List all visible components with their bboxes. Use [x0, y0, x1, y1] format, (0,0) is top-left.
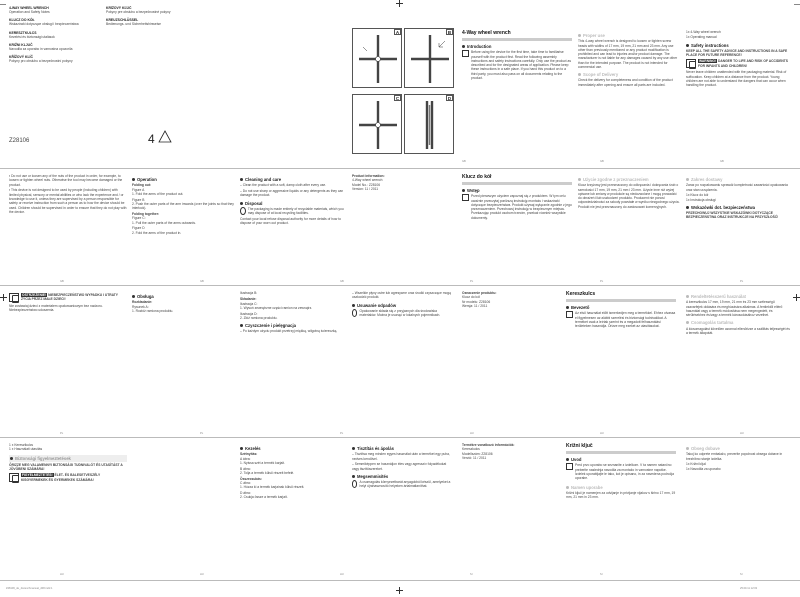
heading-text: Safety instructions — [691, 42, 729, 48]
page-footer: GB — [340, 280, 344, 283]
heading-text: Tisztítás és ápolás — [357, 446, 394, 451]
cover-lang-3 — [9, 31, 89, 39]
heading-text: Obsługa — [137, 294, 154, 299]
list-item: 1x Križni ključ — [686, 462, 707, 467]
figure-label-d: D — [447, 96, 452, 101]
heading-text: Bevezető — [571, 305, 590, 310]
figure-grid — [352, 28, 454, 154]
figure-label-c: C — [395, 96, 400, 101]
pl-scope-heading — [686, 177, 791, 182]
hu-safety-text: ŐRIZZE MEG VALAMENNYI BIZTONSÁGI TUDNIVALÓT ÉS UTASÍTÁST A JÖVŐBENI SZÁMÁRA! — [9, 462, 123, 472]
product-info-line: Klucz do kół — [462, 295, 480, 300]
en-scope-list — [686, 30, 791, 40]
wrench-folded-icon — [405, 95, 455, 155]
figure-ref: Rysunek A: — [132, 304, 149, 309]
page-footer: HU — [600, 432, 604, 435]
heading-text: Kezelés — [245, 446, 261, 451]
heading-text: Operation — [137, 177, 157, 182]
child-warning-icon — [686, 59, 696, 68]
wrench-unfolded-icon — [353, 29, 403, 89]
recycle-icon — [352, 480, 357, 488]
title-bar — [462, 182, 572, 185]
en-operation-column — [132, 174, 235, 289]
product-info-line: Wersja: 11 / 2011 — [462, 303, 488, 308]
hu-cleaning-column — [352, 443, 452, 584]
page-footer: GB — [600, 160, 604, 163]
page-footer: HU — [470, 432, 474, 435]
title-bar — [462, 38, 572, 41]
step: 2. Fold the arms of the product in. — [132, 230, 182, 235]
figure-a — [352, 28, 402, 88]
pl-warning-column — [9, 291, 127, 441]
step: 1. Nyissa szét a termék karjait. — [240, 460, 285, 465]
heading-text: Csomagolás tartalma — [691, 320, 734, 326]
bullet-dot-icon — [352, 447, 355, 450]
cover-lang-2 — [9, 18, 89, 26]
bullet-dot-icon — [686, 44, 689, 47]
item-text: Clean the product with a soft, damp cloth after every use. — [242, 183, 327, 188]
warning-label: OSTRZEŻENIE! — [22, 293, 47, 297]
hu-warning-box — [9, 473, 127, 482]
product-info-line: 4-Way wheel wrench — [352, 178, 383, 183]
hu-scope-heading — [686, 320, 791, 325]
list-item: – Clean the product with a soft, damp cloth after every use. — [240, 183, 327, 188]
en-intro-heading — [462, 44, 572, 49]
sl-title: Križni ključ — [566, 443, 593, 449]
folding-together-label: Folding together: — [132, 211, 160, 216]
cover-languages — [9, 6, 89, 174]
model-number: Z28106 — [9, 138, 30, 144]
heading-text: Uvod — [571, 457, 582, 462]
figure-b — [404, 28, 454, 88]
row-en-pl — [0, 170, 800, 285]
heading-text: Rendeltetésszerű használat — [691, 294, 746, 299]
file-footer-left: Z28106_de_4wrenchmanual_d08.indd 1 — [6, 587, 53, 590]
row-pl-hu — [0, 287, 800, 437]
hu-scope-text: A kicsomagolást követően azonnal ellenőrizze a szállítás teljességét és a termék állapotát. — [686, 326, 790, 335]
step: 2. Tolja a termék külső részeit befelé. — [240, 470, 295, 475]
page-footer: GB — [60, 280, 64, 283]
pl-operation-heading — [132, 294, 235, 299]
pl-proper-use-heading — [578, 177, 680, 182]
pl-title: Klucz do kół — [462, 174, 492, 180]
heading-text: Użycie zgodne z przeznaczeniem — [583, 177, 649, 182]
heading-text: Introduction — [467, 44, 492, 49]
bullet-dot-icon — [686, 447, 689, 450]
en-intro-body — [462, 50, 572, 82]
info-book-icon — [566, 463, 573, 470]
list-item: 1x Operating manual — [686, 35, 717, 40]
pl-proper-use-column — [578, 174, 680, 289]
step: A ábra: — [240, 456, 251, 461]
list-item: – Do not use sharp or aggressive liquids or any detergents as they can damage the product. — [240, 189, 344, 198]
figure-ref: Ilustracja D: — [240, 311, 258, 316]
list-item: – Tisztítsa meg minden egyes használat után a terméket egy puha, nedves kendővel. — [352, 452, 450, 461]
hu-proper-use-text: A keresztkulcs 17 mm, 19 mm, 21 mm és 23 mm szélességű csavarfejek oldására és meghúzására alkalmas. A fentiektől eltérő használat vagy a termék módosítása nem megengedett, és sérülésekhez és/vagy a termék károsodásához vezethet. — [686, 300, 783, 318]
cover-subtitle: Pokyny pro obsluhu a bezpečnostní pokyny — [9, 59, 73, 64]
pl-intro-text: Przed pierwszym użyciem zapoznaj się z produktem. W tym celu uważnie przeczytaj poniższą instrukcję montażu i wskazówki dotyczące bezpieczeństwa. Produkt używaj wyłącznie zgodnie z jego przeznaczeniem. Przechowuj instrukcję w bezpiecznym miejscu. Przekazując produkt osobom trzecim, przekaż również wszystkie dokumenty. — [471, 194, 572, 220]
list-item: 1x Instrukcja obsługi — [686, 197, 716, 202]
bullet-dot-icon — [10, 457, 13, 460]
warning-text: DANGER TO LIFE AND RISK OF ACCIDENTS FOR INFANTS AND CHILDREN! — [698, 59, 788, 68]
item-text: Tisztítsa meg minden egyes használat után a terméket egy puha, nedves kendővel. — [352, 452, 450, 461]
sl-proper-use-heading — [566, 485, 676, 490]
cover-subtitle: Kezelési és biztonsági utalások — [9, 34, 55, 39]
sl-intro-body — [566, 463, 676, 482]
sl-intro-heading — [566, 457, 676, 462]
cover-lang-6 — [106, 6, 186, 14]
pl-disposal-body — [352, 309, 452, 319]
pl-product-info-column — [462, 291, 520, 441]
hu-intro-body — [566, 311, 676, 330]
list-item: – Semmiképpen se használjon éles vagy agresszív folyadékokat vagy tisztítószereket. — [352, 462, 447, 471]
crosshair-mark — [396, 587, 403, 594]
bullet-dot-icon — [352, 475, 355, 478]
figure-label-b: B — [447, 30, 452, 35]
hu-disposal-heading — [352, 474, 452, 479]
cover-lang-4 — [9, 43, 89, 51]
row-cover — [0, 0, 800, 168]
pl-proper-use-text: Klucz krzyżowy jest przeznaczony do odkręcania i dokręcania śrub o szerokości 17 mm, 19 mm, 21 mm i 23 mm. Użycie inne niż wyżej opisane lub zmiany w produkcie są niedozwolone i mogą prowadzić do obrażeń i/lub uszkodzeń produktu. Producent nie ponosi odpowiedzialności za szkody powstałe w wyniku niezgodnego użycia. Produkt nie jest przeznaczony do zastosowań komercyjnych. — [578, 183, 680, 209]
warning-triangle-icon — [158, 130, 172, 143]
child-warning-icon — [9, 293, 19, 302]
page-footer: PL — [340, 432, 344, 435]
cover-languages-right — [106, 6, 186, 174]
heading-text: Cleaning and care — [245, 177, 282, 182]
en-bullets-column — [9, 174, 127, 289]
bullet-dot-icon — [132, 295, 135, 298]
list-item: 1 x Keresztkulcs — [9, 443, 34, 447]
pl-disposal-column — [352, 291, 452, 441]
cover-title: KLUCZ DO KÓŁ — [9, 18, 35, 23]
product-info-line: Nr modelu: Z28106 — [462, 299, 491, 304]
figure-d — [404, 94, 454, 154]
bullet-dot-icon — [240, 178, 243, 181]
en-title: 4-Way wheel wrench — [462, 30, 511, 36]
cover-subtitle: Bedienungs- und Sicherheitshinweise — [106, 22, 161, 27]
hu-proper-use-heading — [686, 294, 791, 299]
bullet-dot-icon — [686, 178, 689, 181]
step: 1. Húzza ki a termék karjainak külső részeit. — [240, 485, 305, 490]
en-safety-heading — [686, 43, 791, 48]
product-info-line: Version: 11 / 2011 — [352, 186, 379, 191]
en-disposal-heading — [240, 201, 348, 206]
figure-ref: Ilustracja B: — [240, 291, 258, 295]
pl-intro-body — [462, 194, 572, 221]
bullet-text: This device is not designed to be used by people (including children) with limited physical, sensory or mental abilities or who lack the experience and / or knowledge to use it, unless they are supervised by a person responsible for safety or receive instruction from such a person as to how the device should be used. Children should be supervised in order to ensure that they do not play with the device. — [9, 188, 127, 214]
list-item: 1 x Használati utasítás — [9, 447, 43, 452]
cover-title: KRIŽNI KLJUČ — [9, 42, 33, 47]
bullet-dot-icon — [578, 178, 581, 181]
cover-lang-5 — [9, 55, 89, 63]
page-footer: PL — [470, 280, 474, 283]
pl-safety-heading — [686, 205, 791, 210]
hu-cleaning-heading — [352, 446, 452, 451]
hu-intro-heading — [566, 305, 676, 310]
page-footer: GB — [200, 280, 204, 283]
figure-ref: Figure D — [132, 226, 145, 231]
page-footer: SI — [470, 573, 473, 576]
product-info-line: Modellszám: Z28106 — [462, 451, 493, 456]
en-scope-text: Check the delivery for completeness and condition of the product immediately after opening and ensure all parts are included. — [578, 78, 673, 87]
step: 1. Fold the arms of the product out. — [132, 191, 184, 196]
product-info-line: Model No.: Z28106 — [352, 182, 381, 187]
page-footer: GB — [462, 160, 466, 163]
step: C ábra: — [240, 480, 251, 485]
step: 1. Wysuń zewnętrzne części ramion na zewnątrz. — [240, 305, 313, 310]
bullet-dot-icon — [240, 324, 243, 327]
product-info-heading: Termékre vonatkozó információk: — [462, 443, 515, 447]
disposal-text: A csomagolás környezetbarát anyagokból készül, amelyeket a helyi újrahasznosító helyeken ártalmatlaníthat. — [359, 480, 451, 489]
list-item: 1x Navodila za uporabo — [686, 466, 721, 471]
child-warning-icon — [9, 473, 19, 482]
figure-ref: Ilustracja C: — [240, 301, 258, 306]
bullet-text: Do not use or loosen any of the nuts of the product in order, for example, to loosen or tighten wheel nuts. Otherwise the tool may become damaged or the product. — [9, 174, 123, 187]
rozkladanie-label: Rozkładanie: — [132, 300, 153, 305]
product-info-line: Verzió: 11 / 2011 — [462, 455, 487, 460]
pl-safety-text: PRZECHOWUJ WSZYSTKIE WSKAZÓWKI DOTYCZĄCE BEZPIECZEŃSTWA ORAZ INSTRUKCJE NA PRZYSZŁOŚĆ! — [686, 211, 779, 220]
warning-label: FIGYELMEZTETÉS! — [22, 473, 53, 478]
info-book-icon — [462, 194, 469, 201]
en-disposal-body — [240, 207, 348, 217]
recycle-icon — [240, 207, 246, 215]
bullet-dot-icon — [462, 189, 465, 192]
pl-folding-column — [240, 291, 348, 441]
page-footer: SI — [740, 573, 743, 576]
sl-intro-column — [566, 443, 676, 584]
en-bullet-2: ▪ This device is not designed to be used by people (including children) with limited physical, sensory or mental abilities or who lack the experience and / or knowledge to use it, unless they are supervised by a person responsible for safety or receive instruction from such a person as to how the device should be used. Children should be supervised in order to ensure that they do not play with the device. — [9, 188, 127, 214]
cover-title: 4-WAY WHEEL WRENCH — [9, 6, 49, 10]
en-warning-body: Never leave children unattended with the packaging material. Risk of suffocation. Keep children at a distance from the product. Young children are not able to understand the dangers that can occur when handling the product. — [686, 70, 787, 88]
heading-text: Proper use — [583, 33, 605, 38]
hu-title: Kereszkulcs — [566, 291, 596, 297]
osszecsukas-label: Összecsukás: — [240, 476, 262, 481]
hu-disposal-body — [352, 480, 452, 490]
cover-title: KRÍŽOVÝ KĽÚČ — [106, 6, 132, 10]
heading-text: Scope of Delivery — [583, 72, 619, 78]
list-item: – Wszelkie płyny ostre lub agresywne oraz środki czyszczące mogą uszkodzić produkt. — [352, 291, 451, 300]
cover-subtitle: Operation and Safety Notes — [9, 10, 50, 14]
bullet-dot-icon — [352, 304, 355, 307]
recycle-icon — [352, 309, 357, 317]
en-bullet-1: ▪ Do not use or loosen any of the nuts of the product in order, for example, to loosen or tighten wheel nuts. Otherwise the tool may become damaged or the product. — [9, 174, 123, 187]
page-footer: HU — [60, 573, 64, 576]
pl-scope-column — [686, 174, 791, 289]
bullet-dot-icon — [132, 178, 135, 181]
pl-intro-column — [462, 174, 572, 289]
pl-scope-text: Zaraz po rozpakowaniu sprawdź kompletność zawartości opakowania oraz stan urządzenia. — [686, 183, 788, 192]
hu-proper-use-column — [686, 291, 791, 441]
bullet-dot-icon — [240, 447, 243, 450]
cover-title: KREUZSCHLÜSSEL — [106, 18, 139, 23]
product-info-heading: Product information: — [352, 174, 385, 178]
wrench-retract-icon — [353, 95, 403, 155]
page-footer: HU — [340, 573, 344, 576]
bullet-dot-icon — [686, 295, 689, 298]
heading-text: Obseg dobave — [691, 446, 720, 451]
cover-title: KŘÍŽOVÝ KLÍČ — [9, 55, 33, 60]
item-text: Semmiképpen se használjon éles vagy agresszív folyadékokat vagy tisztítószereket. — [352, 462, 447, 471]
page-footer: HU — [200, 573, 204, 576]
list-item: – Po każdym użyciu produkt przetrzyj miękką, wilgotną ściereczką. — [240, 329, 338, 334]
page-footer: PL — [200, 432, 204, 435]
warning-text: ÉLET- ÉS BALESETVESZÉLY KISGYERMEKEK ÉS GYERMEKEK SZÁMÁRA! — [21, 473, 101, 482]
title-bar — [566, 299, 676, 302]
en-cleaning-heading — [240, 177, 348, 182]
disposal-text-2: Contact your local refuse disposal authority for more details of how to dispose of your worn out product. — [240, 216, 341, 226]
page-footer: SI — [600, 573, 603, 576]
product-info-heading: Oznaczenie produktu: — [462, 291, 497, 295]
disposal-text: Opakowanie składa się z przyjaznych dla środowiska materiałów. Można je usunąć w lokalnych pojemnikach. — [359, 308, 441, 318]
skladanie-label: Składanie: — [240, 297, 257, 302]
en-safety-text: KEEP ALL THE SAFETY ADVICE AND INSTRUCTIONS IN A SAFE PLACE FOR FUTURE REFERENCE! — [686, 48, 788, 58]
bullet-dot-icon — [578, 34, 581, 37]
figure-label-a: A — [395, 30, 400, 35]
en-cleaning-column — [240, 174, 348, 289]
product-info-line: Kereszkulcs — [462, 447, 480, 452]
item-text: Do not use sharp or aggressive liquids or any detergents as they can damage the product. — [240, 189, 344, 198]
hu-intro-column — [566, 291, 676, 441]
bullet-dot-icon — [566, 486, 569, 489]
hu-operation-heading — [240, 446, 348, 451]
hu-safety-column — [9, 443, 127, 584]
page-footer: PL — [740, 280, 744, 283]
bullet-dot-icon — [566, 458, 569, 461]
step: 2. Push the outer parts of the arm inwards (over the joints so that they interlock). — [132, 201, 234, 211]
bullet-dot-icon — [578, 73, 581, 76]
title-bar — [566, 451, 676, 454]
bullet-dot-icon — [686, 321, 689, 324]
heading-text: Usuwanie odpadów — [357, 302, 397, 308]
hu-product-info-column — [462, 443, 562, 584]
hu-safety-heading — [9, 455, 127, 462]
bullet-dot-icon — [686, 206, 689, 209]
item-text: Wszelkie płyny ostre lub agresywne oraz środki czyszczące mogą uszkodzić produkt. — [352, 291, 451, 300]
sl-proper-use-text: Križni ključ je namenjen za odvijanje in privijanje vijakov s širino 17 mm, 19 mm, 21 mm in 23 mm. — [566, 491, 676, 500]
heading-text: Wstęp — [467, 188, 480, 193]
step: 1. Pull the outer parts of the arms outwards. — [132, 220, 196, 225]
bullet-dot-icon — [462, 45, 465, 48]
page-footer: HU — [740, 432, 744, 435]
folding-out-label: Folding out: — [132, 183, 152, 188]
pl-cleaning-heading — [240, 323, 348, 328]
list-item: 1x 4-Way wheel wrench — [686, 30, 721, 34]
pl-intro-heading — [462, 188, 572, 193]
warning-label: WARNING! — [699, 59, 717, 64]
step: D ábra: — [240, 491, 251, 496]
en-product-info-column — [352, 174, 452, 289]
info-book-icon — [566, 311, 573, 318]
heading-text: Megsemmisítés — [357, 473, 389, 479]
step: B ábra: — [240, 466, 251, 471]
figure-ref: Figure A — [132, 187, 145, 192]
heading-text: Zakres dostawy — [691, 177, 723, 182]
en-intro-text: Before using the device for the first time, take time to familiarise yourself with the product first. Read the following assembly instructions and safety instructions carefully. Only use the product as described and for the designated areas of application. Please keep these instructions in a safe place. If you hand this product on to a third party, you must also pass on all documents relating to the product. — [471, 50, 571, 80]
info-book-icon — [462, 50, 469, 57]
cover-subtitle: Pokyny pre obsluhu a bezpečnostné pokyny — [106, 10, 171, 14]
heading-text: Biztonsági figyelmeztetések — [15, 455, 71, 461]
step: 1. Rozłóż ramiona produktu. — [132, 308, 174, 313]
warning-text: NIEBEZPIECZEŃSTWO WYPADKU I UTRATY ŻYCIA PRZEZ MAŁE DZIECI! — [21, 293, 118, 302]
step: 2. Csukja össze a termék karjait. — [240, 495, 288, 500]
row-hu-sl — [0, 439, 800, 580]
sl-scope-heading — [686, 446, 791, 451]
szetnyitas-label: Szétnyitás: — [240, 452, 258, 457]
heading-text: Czyszczenie i pielęgnacja — [245, 323, 296, 329]
file-footer-right: 25.09.11 12:03 — [740, 587, 758, 590]
en-proper-use-heading — [578, 33, 680, 38]
bullet-dot-icon — [566, 306, 569, 309]
sl-scope-text: Takoj ko odprete embalažo, preverite popolnost obsega dobave in brezhibno stanje izdelka. — [686, 452, 783, 461]
en-operation-heading — [132, 177, 235, 182]
page-footer: PL — [60, 432, 64, 435]
list-item: 1x Klucz do kół — [686, 193, 709, 198]
hu-operation-column — [240, 443, 348, 584]
step: 2. Złóż ramiona produktu. — [240, 315, 278, 320]
en-scope-heading — [578, 72, 680, 77]
pl-operation-column — [132, 291, 235, 441]
cover-title: KERESZTKULCS — [9, 30, 37, 35]
item-text: Po każdym użyciu produkt przetrzyj miękką, wilgotną ściereczką. — [242, 329, 338, 334]
sl-intro-text: Pred prvo uporabo se seznanite z izdelkom. V ta namen natančno preberite naslednja navodila za montažo in varnostne napotke. Izdelek uporabljajte le tako, kot je opisano, in za navedena področja uporabe. — [575, 463, 674, 481]
heading-text: Disposal — [245, 200, 263, 206]
page-footer: GB — [720, 160, 724, 163]
cover-subtitle: Wskazówki dotyczące obsługi i bezpieczeństwa — [9, 22, 79, 27]
bullet-dot-icon — [240, 202, 243, 205]
en-warning-box — [686, 59, 791, 68]
cover-lang-1 — [9, 6, 89, 14]
sl-scope-column — [686, 443, 791, 584]
cover-lang-7 — [106, 18, 186, 26]
figure-ref: Figure C: — [132, 216, 146, 221]
pl-disposal-heading — [352, 303, 452, 308]
pl-warning-box — [9, 293, 127, 302]
page-count: 4 — [148, 132, 155, 146]
cover-subtitle: Navodila za uporabo in varnostna opozorila — [9, 46, 73, 51]
page-footer: PL — [600, 280, 604, 283]
figure-c — [352, 94, 402, 154]
heading-text: Namen uporabe — [571, 484, 603, 490]
pl-warning-body: Nie zostawiaj dzieci z materiałem opakowaniowym bez nadzoru. Niebezpieczeństwo uduszenia. — [9, 304, 103, 313]
heading-text: Wskazówki dot. bezpieczeństwa — [691, 204, 755, 210]
wrench-extend-icon — [405, 29, 455, 89]
hu-intro-text: Az első használat előtt ismerkedjen meg a termékkel. Ehhez olvassa el figyelmesen az alábbi szerelési és biztonsági tudnivalókat. A terméket csak a leírtak szerint és a megadott felhasználási területeken használja. Őrizze meg ezeket az utasításokat. — [575, 311, 676, 329]
disposal-text: The packaging is made entirely of recyclable materials, which you may dispose of at local recycling facilities. — [247, 206, 344, 216]
figure-ref: Figure B — [132, 197, 145, 202]
en-proper-use-text: This 4-way wheel wrench is designed to loosen or tighten screw heads with widths of 17 mm, 19 mm, 21 mm and 23 mm. Any use other than previously mentioned or any product modification is prohibited and can lead to injuries and/or product damage. The manufacturer is not liable for any damages caused by any use other than for the intended purpose. The product is not intended for commercial use. — [578, 39, 678, 69]
